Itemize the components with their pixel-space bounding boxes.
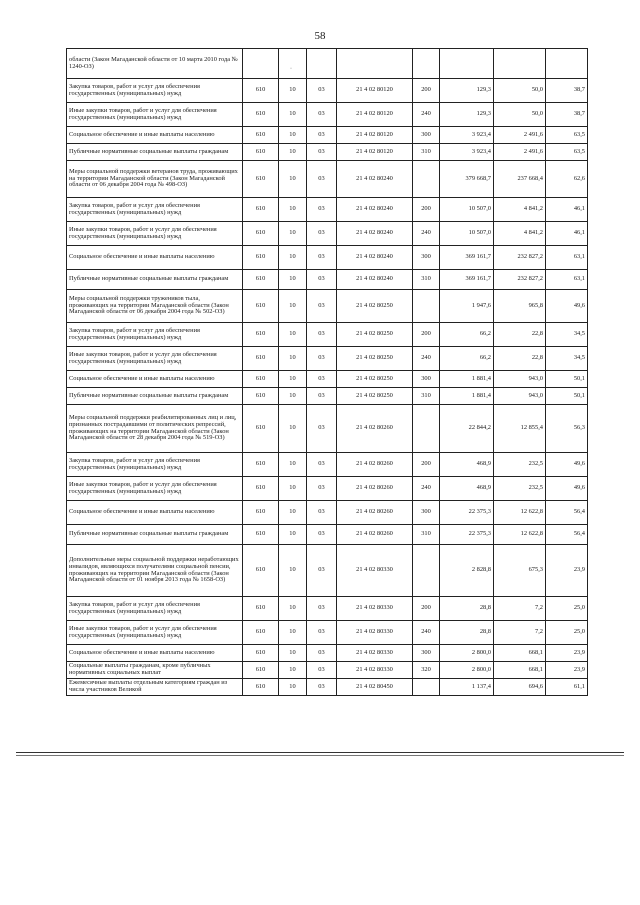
budget-table-body (67, 49, 588, 696)
subsection-code-cell: 03 (307, 161, 337, 198)
plan-amount-cell: 1 137,4 (440, 679, 494, 696)
ved-code-cell: 610 (243, 198, 279, 222)
row-name-cell: Социальное обеспечение и иные выплаты населению (67, 501, 243, 525)
plan-amount-cell: 2 828,8 (440, 545, 494, 597)
execution-percent-cell: 62,6 (546, 161, 588, 198)
execution-percent-cell: 49,6 (546, 453, 588, 477)
executed-amount-cell: 232,5 (494, 477, 546, 501)
executed-amount-cell: 232,5 (494, 453, 546, 477)
ved-code-cell: 610 (243, 222, 279, 246)
subsection-code-cell (307, 49, 337, 79)
expense-type-cell (413, 161, 440, 198)
table-row (67, 645, 588, 662)
page-number: 58 (314, 30, 326, 42)
subsection-code-cell: 03 (307, 388, 337, 405)
section-code-cell: 10 (279, 388, 307, 405)
execution-percent-cell: 46,1 (546, 222, 588, 246)
executed-amount-cell: 4 841,2 (494, 198, 546, 222)
expense-type-cell: 200 (413, 453, 440, 477)
plan-amount-cell: 10 507,0 (440, 222, 494, 246)
section-code-cell: 10 (279, 662, 307, 679)
executed-amount-cell: 12 622,8 (494, 501, 546, 525)
row-name-cell: Иные закупки товаров, работ и услуг для обеспечения государственных (муниципальных) нужд (67, 103, 243, 127)
table-row (67, 679, 588, 696)
executed-amount-cell: 668,1 (494, 662, 546, 679)
section-code-cell: 10 (279, 525, 307, 545)
executed-amount-cell: 2 491,6 (494, 127, 546, 144)
target-article-cell: 21 4 02 80260 (337, 453, 413, 477)
executed-amount-cell: 12 855,4 (494, 405, 546, 453)
plan-amount-cell: 468,9 (440, 477, 494, 501)
execution-percent-cell: 61,1 (546, 679, 588, 696)
plan-amount-cell: 28,8 (440, 621, 494, 645)
table-row (67, 371, 588, 388)
section-code-cell: 10 (279, 144, 307, 161)
target-article-cell: 21 4 02 80330 (337, 662, 413, 679)
execution-percent-cell: 56,4 (546, 525, 588, 545)
expense-type-cell: 310 (413, 270, 440, 290)
subsection-code-cell: 03 (307, 246, 337, 270)
expense-type-cell: 240 (413, 103, 440, 127)
plan-amount-cell: 10 507,0 (440, 198, 494, 222)
expense-type-cell: 240 (413, 477, 440, 501)
execution-percent-cell: 46,1 (546, 198, 588, 222)
executed-amount-cell: 943,0 (494, 371, 546, 388)
plan-amount-cell: 468,9 (440, 453, 494, 477)
target-article-cell: 21 4 02 80120 (337, 79, 413, 103)
execution-percent-cell: 50,1 (546, 388, 588, 405)
ved-code-cell: 610 (243, 290, 279, 323)
ved-code-cell: 610 (243, 662, 279, 679)
section-code-cell: 10 (279, 405, 307, 453)
subsection-code-cell: 03 (307, 453, 337, 477)
target-article-cell: 21 4 02 80260 (337, 525, 413, 545)
execution-percent-cell: 23,9 (546, 662, 588, 679)
expense-type-cell: 300 (413, 645, 440, 662)
executed-amount-cell: 7,2 (494, 597, 546, 621)
plan-amount-cell: 129,3 (440, 103, 494, 127)
target-article-cell: 21 4 02 80450 (337, 679, 413, 696)
executed-amount-cell: 237 668,4 (494, 161, 546, 198)
target-article-cell: 21 4 02 80330 (337, 545, 413, 597)
row-name-cell: Закупка товаров, работ и услуг для обеспечения государственных (муниципальных) нужд (67, 597, 243, 621)
expense-type-cell (413, 405, 440, 453)
executed-amount-cell: 50,0 (494, 103, 546, 127)
row-name-cell: Иные закупки товаров, работ и услуг для обеспечения государственных (муниципальных) нужд (67, 621, 243, 645)
execution-percent-cell: 50,1 (546, 371, 588, 388)
section-code-cell: 10 (279, 679, 307, 696)
ved-code-cell: 610 (243, 103, 279, 127)
target-article-cell: 21 4 02 80260 (337, 477, 413, 501)
section-code-cell: 10 (279, 290, 307, 323)
subsection-code-cell: 03 (307, 270, 337, 290)
ved-code-cell: 610 (243, 347, 279, 371)
ved-code-cell: 610 (243, 525, 279, 545)
execution-percent-cell: 23,9 (546, 545, 588, 597)
subsection-code-cell: 03 (307, 222, 337, 246)
plan-amount-cell: 66,2 (440, 347, 494, 371)
subsection-code-cell: 03 (307, 371, 337, 388)
row-name-cell: Закупка товаров, работ и услуг для обеспечения государственных (муниципальных) нужд (67, 198, 243, 222)
row-name-cell: Меры социальной поддержки тружеников тыла, проживающих на территории Магаданской области (Закон Магаданской области от 06 декабря 2004 года № 502-ОЗ) (67, 290, 243, 323)
expense-type-cell: 300 (413, 127, 440, 144)
row-name-cell: Ежемесячные выплаты отдельным категориям граждан из числа участников Великой (67, 679, 243, 696)
row-name-cell: Социальное обеспечение и иные выплаты населению (67, 127, 243, 144)
ved-code-cell: 610 (243, 144, 279, 161)
row-name-cell: Публичные нормативные социальные выплаты гражданам (67, 388, 243, 405)
execution-percent-cell: 49,6 (546, 477, 588, 501)
execution-percent-cell: 34,5 (546, 347, 588, 371)
executed-amount-cell: 50,0 (494, 79, 546, 103)
table-row (67, 525, 588, 545)
row-name-cell: Социальное обеспечение и иные выплаты населению (67, 371, 243, 388)
subsection-code-cell: 03 (307, 525, 337, 545)
subsection-code-cell: 03 (307, 144, 337, 161)
expense-type-cell: 200 (413, 597, 440, 621)
executed-amount-cell: 675,3 (494, 545, 546, 597)
subsection-code-cell: 03 (307, 127, 337, 144)
execution-percent-cell: 56,3 (546, 405, 588, 453)
subsection-code-cell: 03 (307, 198, 337, 222)
target-article-cell: 21 4 02 80250 (337, 290, 413, 323)
section-code-cell: 10 (279, 645, 307, 662)
subsection-code-cell: 03 (307, 79, 337, 103)
stray-mark: · (290, 66, 292, 72)
table-row (67, 597, 588, 621)
plan-amount-cell: 66,2 (440, 323, 494, 347)
executed-amount-cell: 668,1 (494, 645, 546, 662)
ved-code-cell: 610 (243, 453, 279, 477)
target-article-cell: 21 4 02 80120 (337, 127, 413, 144)
subsection-code-cell: 03 (307, 347, 337, 371)
target-article-cell: 21 4 02 80250 (337, 388, 413, 405)
ved-code-cell: 610 (243, 679, 279, 696)
target-article-cell: 21 4 02 80120 (337, 144, 413, 161)
plan-amount-cell: 1 881,4 (440, 371, 494, 388)
plan-amount-cell: 1 881,4 (440, 388, 494, 405)
executed-amount-cell: 22,8 (494, 323, 546, 347)
row-name-cell: Иные закупки товаров, работ и услуг для обеспечения государственных (муниципальных) нужд (67, 222, 243, 246)
executed-amount-cell: 694,6 (494, 679, 546, 696)
expense-type-cell (413, 49, 440, 79)
expense-type-cell (413, 545, 440, 597)
target-article-cell: 21 4 02 80260 (337, 501, 413, 525)
table-row (67, 161, 588, 198)
executed-amount-cell: 7,2 (494, 621, 546, 645)
expense-type-cell (413, 679, 440, 696)
target-article-cell: 21 4 02 80120 (337, 103, 413, 127)
execution-percent-cell: 38,7 (546, 79, 588, 103)
subsection-code-cell: 03 (307, 103, 337, 127)
table-row (67, 103, 588, 127)
section-code-cell: 10 (279, 323, 307, 347)
section-code-cell: 10 (279, 198, 307, 222)
row-name-cell: Публичные нормативные социальные выплаты гражданам (67, 525, 243, 545)
target-article-cell: 21 4 02 80250 (337, 371, 413, 388)
table-row (67, 144, 588, 161)
row-name-cell: Публичные нормативные социальные выплаты гражданам (67, 270, 243, 290)
ved-code-cell: 610 (243, 645, 279, 662)
table-row (67, 405, 588, 453)
section-code-cell: 10 (279, 161, 307, 198)
section-code-cell: 10 (279, 347, 307, 371)
plan-amount-cell: 28,8 (440, 597, 494, 621)
executed-amount-cell: 232 827,2 (494, 270, 546, 290)
table-row (67, 662, 588, 679)
section-code-cell: 10 (279, 103, 307, 127)
execution-percent-cell: 23,9 (546, 645, 588, 662)
execution-percent-cell: 38,7 (546, 103, 588, 127)
target-article-cell: 21 4 02 80330 (337, 597, 413, 621)
target-article-cell: 21 4 02 80240 (337, 198, 413, 222)
ved-code-cell: 610 (243, 161, 279, 198)
expense-type-cell: 240 (413, 222, 440, 246)
target-article-cell: 21 4 02 80240 (337, 222, 413, 246)
subsection-code-cell: 03 (307, 323, 337, 347)
executed-amount-cell: 12 622,8 (494, 525, 546, 545)
expense-type-cell: 200 (413, 79, 440, 103)
plan-amount-cell: 22 844,2 (440, 405, 494, 453)
table-row (67, 79, 588, 103)
ved-code-cell: 610 (243, 270, 279, 290)
ved-code-cell: 610 (243, 501, 279, 525)
subsection-code-cell: 03 (307, 405, 337, 453)
plan-amount-cell (440, 49, 494, 79)
subsection-code-cell: 03 (307, 645, 337, 662)
plan-amount-cell: 3 923,4 (440, 127, 494, 144)
section-code-cell: 10 (279, 545, 307, 597)
execution-percent-cell: 56,4 (546, 501, 588, 525)
table-row (67, 290, 588, 323)
row-name-cell: Социальное обеспечение и иные выплаты населению (67, 645, 243, 662)
plan-amount-cell: 369 161,7 (440, 246, 494, 270)
execution-percent-cell: 63,5 (546, 144, 588, 161)
row-name-cell: Дополнительные меры социальной поддержки неработающих инвалидов, являющихся получателями социальной пенсии, проживающих на территории Магаданской области (Закон Магаданской области от 01 ноября 2013 года № 1658-ОЗ) (67, 545, 243, 597)
expense-type-cell: 320 (413, 662, 440, 679)
target-article-cell: 21 4 02 80330 (337, 621, 413, 645)
ved-code-cell: 610 (243, 545, 279, 597)
subsection-code-cell: 03 (307, 621, 337, 645)
executed-amount-cell: 943,0 (494, 388, 546, 405)
plan-amount-cell: 2 800,0 (440, 662, 494, 679)
section-code-cell: 10 (279, 371, 307, 388)
ved-code-cell: 610 (243, 621, 279, 645)
target-article-cell: 21 4 02 80240 (337, 270, 413, 290)
section-code-cell: 10 (279, 501, 307, 525)
section-code-cell: 10 (279, 453, 307, 477)
execution-percent-cell: 63,5 (546, 127, 588, 144)
expense-type-cell (413, 290, 440, 323)
row-name-cell: Публичные нормативные социальные выплаты гражданам (67, 144, 243, 161)
subsection-code-cell: 03 (307, 501, 337, 525)
executed-amount-cell: 22,8 (494, 347, 546, 371)
plan-amount-cell: 3 923,4 (440, 144, 494, 161)
target-article-cell: 21 4 02 80260 (337, 405, 413, 453)
table-row (67, 388, 588, 405)
row-name-cell: Иные закупки товаров, работ и услуг для обеспечения государственных (муниципальных) нужд (67, 477, 243, 501)
section-code-cell: 10 (279, 246, 307, 270)
target-article-cell: 21 4 02 80330 (337, 645, 413, 662)
target-article-cell: 21 4 02 80240 (337, 246, 413, 270)
subsection-code-cell: 03 (307, 662, 337, 679)
plan-amount-cell: 369 161,7 (440, 270, 494, 290)
execution-percent-cell: 25,0 (546, 597, 588, 621)
plan-amount-cell: 379 668,7 (440, 161, 494, 198)
table-row (67, 501, 588, 525)
ved-code-cell: 610 (243, 597, 279, 621)
row-name-cell: Закупка товаров, работ и услуг для обеспечения государственных (муниципальных) нужд (67, 453, 243, 477)
section-code-cell: 10 (279, 79, 307, 103)
plan-amount-cell: 129,3 (440, 79, 494, 103)
table-row (67, 49, 588, 79)
plan-amount-cell: 22 375,3 (440, 525, 494, 545)
row-name-cell: Социальные выплаты гражданам, кроме публичных нормативных социальных выплат (67, 662, 243, 679)
execution-percent-cell: 34,5 (546, 323, 588, 347)
table-row (67, 323, 588, 347)
executed-amount-cell (494, 49, 546, 79)
plan-amount-cell: 1 947,6 (440, 290, 494, 323)
table-row (67, 347, 588, 371)
footer-rule (16, 752, 624, 753)
ved-code-cell (243, 49, 279, 79)
subsection-code-cell: 03 (307, 290, 337, 323)
row-name-cell: области (Закон Магаданской области от 10 марта 2010 года № 1240-ОЗ) (67, 49, 243, 79)
expense-type-cell: 310 (413, 144, 440, 161)
execution-percent-cell: 63,1 (546, 246, 588, 270)
table-row (67, 453, 588, 477)
row-name-cell: Социальное обеспечение и иные выплаты населению (67, 246, 243, 270)
expense-type-cell: 310 (413, 388, 440, 405)
plan-amount-cell: 2 800,0 (440, 645, 494, 662)
plan-amount-cell: 22 375,3 (440, 501, 494, 525)
target-article-cell: 21 4 02 80250 (337, 323, 413, 347)
ved-code-cell: 610 (243, 246, 279, 270)
target-article-cell: 21 4 02 80250 (337, 347, 413, 371)
executed-amount-cell: 232 827,2 (494, 246, 546, 270)
ved-code-cell: 610 (243, 127, 279, 144)
target-article-cell: 21 4 02 80240 (337, 161, 413, 198)
executed-amount-cell: 4 841,2 (494, 222, 546, 246)
table-row (67, 127, 588, 144)
section-code-cell: 10 (279, 222, 307, 246)
execution-percent-cell: 49,6 (546, 290, 588, 323)
section-code-cell (279, 49, 307, 79)
expense-type-cell: 300 (413, 246, 440, 270)
subsection-code-cell: 03 (307, 679, 337, 696)
ved-code-cell: 610 (243, 323, 279, 347)
section-code-cell: 10 (279, 621, 307, 645)
table-row (67, 222, 588, 246)
row-name-cell: Иные закупки товаров, работ и услуг для обеспечения государственных (муниципальных) нужд (67, 347, 243, 371)
executed-amount-cell: 965,8 (494, 290, 546, 323)
expense-type-cell: 200 (413, 323, 440, 347)
ved-code-cell: 610 (243, 79, 279, 103)
subsection-code-cell: 03 (307, 545, 337, 597)
table-row (67, 477, 588, 501)
row-name-cell: Меры социальной поддержки ветеранов труда, проживающих на территории Магаданской области (Закон Магаданской области от 06 декабря 2004 года № 498-ОЗ) (67, 161, 243, 198)
row-name-cell: Закупка товаров, работ и услуг для обеспечения государственных (муниципальных) нужд (67, 79, 243, 103)
execution-percent-cell (546, 49, 588, 79)
row-name-cell: Закупка товаров, работ и услуг для обеспечения государственных (муниципальных) нужд (67, 323, 243, 347)
section-code-cell: 10 (279, 127, 307, 144)
executed-amount-cell: 2 491,6 (494, 144, 546, 161)
expense-type-cell: 300 (413, 371, 440, 388)
row-name-cell: Меры социальной поддержки реабилитированных лиц и лиц, признанных пострадавшими от политических репрессий, проживающих на территории Магаданской области (Закон Магаданской области от 28 декабря 2004 года № 519-ОЗ) (67, 405, 243, 453)
expense-type-cell: 240 (413, 621, 440, 645)
expense-type-cell: 240 (413, 347, 440, 371)
ved-code-cell: 610 (243, 477, 279, 501)
execution-percent-cell: 63,1 (546, 270, 588, 290)
ved-code-cell: 610 (243, 388, 279, 405)
table-row (67, 621, 588, 645)
table-row (67, 545, 588, 597)
table-row (67, 270, 588, 290)
ved-code-cell: 610 (243, 371, 279, 388)
table-row (67, 246, 588, 270)
expense-type-cell: 310 (413, 525, 440, 545)
section-code-cell: 10 (279, 597, 307, 621)
footer-rule-secondary (16, 755, 624, 756)
table-row (67, 198, 588, 222)
target-article-cell (337, 49, 413, 79)
budget-table (66, 48, 588, 696)
subsection-code-cell: 03 (307, 477, 337, 501)
section-code-cell: 10 (279, 270, 307, 290)
subsection-code-cell: 03 (307, 597, 337, 621)
ved-code-cell: 610 (243, 405, 279, 453)
expense-type-cell: 200 (413, 198, 440, 222)
expense-type-cell: 300 (413, 501, 440, 525)
execution-percent-cell: 25,0 (546, 621, 588, 645)
section-code-cell: 10 (279, 477, 307, 501)
